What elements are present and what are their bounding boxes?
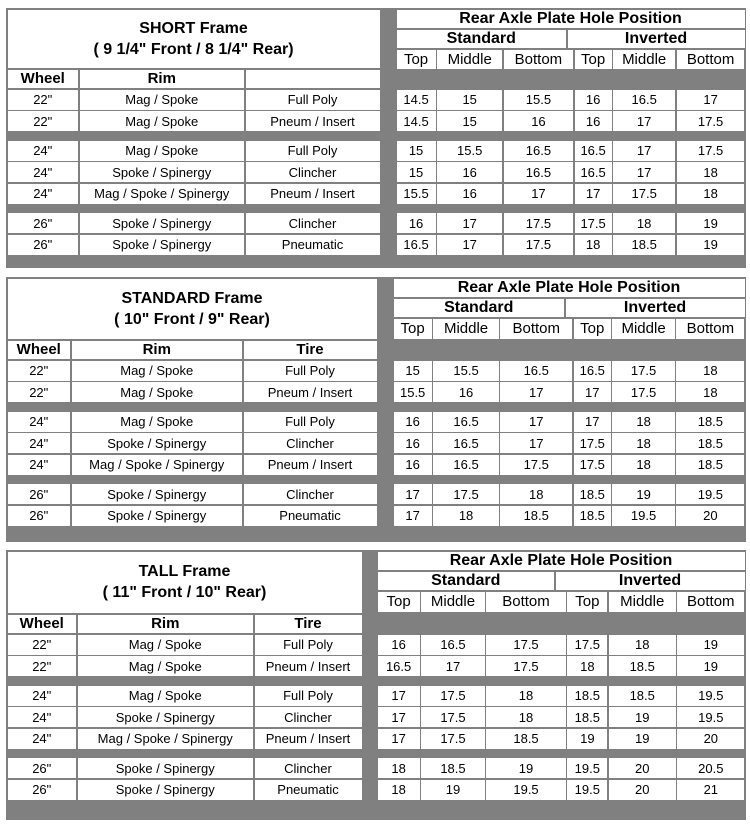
rim-type-cell: Mag / Spoke	[72, 412, 243, 432]
axle-position-section	[376, 550, 746, 820]
axle-value-cell: 17.5	[575, 213, 612, 233]
axle-value-cell: 17	[394, 484, 432, 504]
column-header-tire: Tire	[244, 341, 377, 360]
tire-type-cell: Pneumatic	[246, 235, 380, 255]
frame-spec-section	[6, 8, 381, 268]
axle-value-cell: 18.5	[574, 506, 611, 526]
axle-value-cell: 16	[575, 111, 612, 131]
rim-type-cell: Spoke / Spinergy	[80, 213, 245, 233]
axle-value-cell: 17.5	[500, 455, 572, 475]
axle-value-cell: 16	[433, 382, 499, 402]
position-header-middle: Middle	[437, 50, 502, 70]
axle-value-cell: 19	[421, 780, 485, 800]
axle-value-cell: 16.5	[575, 141, 612, 161]
rim-type-cell: Mag / Spoke	[78, 656, 254, 676]
axle-value-cell: 17.5	[433, 484, 499, 504]
wheel-size-cell: 22"	[8, 90, 79, 110]
axle-value-cell: 18.5	[613, 235, 675, 255]
rim-type-cell: Mag / Spoke	[80, 90, 245, 110]
axle-value-cell: 15.5	[437, 141, 502, 161]
standard-header: Standard	[394, 299, 565, 318]
wheel-size-cell: 26"	[8, 758, 77, 778]
axle-value-cell: 17	[504, 184, 573, 204]
rim-type-cell: Mag / Spoke	[80, 141, 245, 161]
frame-title-dimensions: ( 10" Front / 9" Rear)	[114, 310, 270, 328]
axle-value-cell: 16	[397, 213, 436, 233]
column-header-wheel: Wheel	[8, 615, 77, 634]
frame-title	[8, 552, 362, 614]
axle-value-cell: 18	[612, 412, 674, 432]
frame-title	[8, 10, 380, 69]
tire-type-cell: Pneumatic	[255, 780, 362, 800]
axle-value-cell: 17.5	[504, 235, 573, 255]
position-header-middle: Middle	[609, 592, 676, 613]
axle-value-cell: 19.5	[567, 758, 607, 778]
axle-value-cell: 19.5	[677, 707, 744, 727]
axle-value-cell: 19	[677, 235, 745, 255]
tire-type-cell: Pneum / Insert	[244, 455, 377, 475]
axle-value-cell: 15	[397, 162, 436, 182]
axle-value-cell: 18.5	[500, 506, 572, 526]
axle-value-cell: 19.5	[567, 780, 607, 800]
axle-value-cell: 19	[567, 729, 607, 749]
wheel-size-cell: 26"	[8, 506, 71, 526]
axle-value-cell: 14.5	[397, 90, 436, 110]
axle-value-cell: 18	[612, 455, 674, 475]
rim-type-cell: Spoke / Spinergy	[78, 707, 254, 727]
position-header-middle: Middle	[613, 50, 675, 70]
axle-value-cell: 17	[613, 111, 675, 131]
axle-value-cell: 18.5	[609, 656, 676, 676]
axle-value-cell: 17	[378, 707, 420, 727]
frame-spec-section	[6, 550, 363, 820]
column-header-tire: Tire	[255, 615, 362, 634]
frame-title-dimensions: ( 11" Front / 10" Rear)	[102, 584, 267, 602]
axle-value-cell: 18	[567, 656, 607, 676]
rim-type-cell: Spoke / Spinergy	[72, 484, 243, 504]
axle-value-cell: 18	[613, 213, 675, 233]
tire-type-cell: Pneumatic	[244, 506, 377, 526]
tire-type-cell: Full Poly	[244, 361, 377, 381]
wheel-size-cell: 22"	[8, 656, 77, 676]
rim-type-cell: Mag / Spoke	[80, 111, 245, 131]
position-header-bottom: Bottom	[486, 592, 566, 613]
tire-type-cell: Full Poly	[244, 412, 377, 432]
position-header-top: Top	[575, 50, 612, 70]
axle-value-cell: 15.5	[433, 361, 499, 381]
position-header-middle: Middle	[433, 319, 499, 340]
axle-value-cell: 15.5	[504, 90, 573, 110]
tire-type-cell: Full Poly	[255, 686, 362, 706]
axle-value-cell: 19.5	[612, 506, 674, 526]
axle-value-cell: 19	[677, 656, 744, 676]
axle-value-cell: 16.5	[504, 162, 573, 182]
axle-value-cell: 19	[486, 758, 566, 778]
column-header-wheel: Wheel	[8, 70, 79, 89]
axle-value-cell: 16.5	[500, 361, 572, 381]
axle-value-cell: 19	[609, 707, 676, 727]
axle-value-cell: 18	[500, 484, 572, 504]
axle-value-cell: 16	[394, 455, 432, 475]
wheel-size-cell: 22"	[8, 635, 77, 655]
wheel-size-cell: 22"	[8, 111, 79, 131]
tire-type-cell: Clincher	[255, 707, 362, 727]
axle-value-cell: 17	[421, 656, 485, 676]
axle-value-cell: 16	[394, 412, 432, 432]
axle-value-cell: 17.5	[567, 635, 607, 655]
wheel-size-cell: 22"	[8, 382, 71, 402]
axle-value-cell: 18	[676, 361, 744, 381]
axle-value-cell: 18.5	[574, 484, 611, 504]
axle-value-cell: 20	[609, 780, 676, 800]
standard-header: Standard	[397, 30, 567, 49]
rim-type-cell: Mag / Spoke / Spinergy	[78, 729, 254, 749]
axle-value-cell: 20	[676, 506, 744, 526]
axle-value-cell: 18	[676, 382, 744, 402]
frame-title-dimensions: ( 9 1/4" Front / 8 1/4" Rear)	[93, 40, 294, 58]
frame-table-0	[6, 8, 746, 268]
position-header-top: Top	[574, 319, 611, 340]
wheel-size-cell: 24"	[8, 455, 71, 475]
inverted-header: Inverted	[566, 299, 745, 318]
axle-value-cell: 18.5	[421, 758, 485, 778]
axle-value-cell: 16.5	[433, 412, 499, 432]
axle-value-cell: 19	[612, 484, 674, 504]
tire-type-cell: Full Poly	[246, 90, 380, 110]
axle-value-cell: 18	[677, 162, 745, 182]
wheel-size-cell: 24"	[8, 184, 79, 204]
axle-position-section	[392, 277, 746, 542]
wheel-size-cell: 24"	[8, 412, 71, 432]
axle-value-cell: 17.5	[613, 184, 675, 204]
column-header-rim: Rim	[80, 70, 245, 89]
tire-type-cell: Clincher	[255, 758, 362, 778]
frame-spec-section	[6, 277, 378, 542]
rim-type-cell: Spoke / Spinergy	[80, 162, 245, 182]
tire-type-cell: Full Poly	[255, 635, 362, 655]
position-header-middle: Middle	[612, 319, 674, 340]
position-header-top: Top	[378, 592, 420, 613]
rim-type-cell: Mag / Spoke	[78, 686, 254, 706]
axle-value-cell: 19.5	[676, 484, 744, 504]
axle-value-cell: 18	[677, 184, 745, 204]
axle-value-cell: 18.5	[567, 686, 607, 706]
axle-value-cell: 17	[500, 412, 572, 432]
axle-value-cell: 18	[486, 686, 566, 706]
tire-type-cell: Clincher	[244, 433, 377, 453]
position-header-bottom: Bottom	[676, 319, 744, 340]
axle-value-cell: 17.5	[486, 635, 566, 655]
axle-value-cell: 15.5	[397, 184, 436, 204]
axle-value-cell: 18	[486, 707, 566, 727]
rear-axle-header: Rear Axle Plate Hole Position	[397, 10, 745, 29]
axle-value-cell: 18	[433, 506, 499, 526]
axle-value-cell: 20	[609, 758, 676, 778]
tire-type-cell: Pneum / Insert	[246, 111, 380, 131]
axle-value-cell: 20.5	[677, 758, 744, 778]
rim-type-cell: Mag / Spoke / Spinergy	[72, 455, 243, 475]
axle-value-cell: 17	[613, 141, 675, 161]
frame-title	[8, 279, 377, 340]
column-header-rim: Rim	[78, 615, 254, 634]
position-header-bottom: Bottom	[677, 592, 744, 613]
rear-axle-header: Rear Axle Plate Hole Position	[378, 552, 745, 571]
wheel-size-cell: 24"	[8, 729, 77, 749]
rim-type-cell: Mag / Spoke / Spinergy	[80, 184, 245, 204]
wheel-size-cell: 26"	[8, 484, 71, 504]
axle-value-cell: 19	[677, 635, 744, 655]
axle-value-cell: 17	[378, 686, 420, 706]
axle-value-cell: 16.5	[574, 361, 611, 381]
axle-value-cell: 17	[677, 90, 745, 110]
frame-table-2	[6, 550, 746, 820]
axle-value-cell: 15.5	[394, 382, 432, 402]
rim-type-cell: Mag / Spoke	[78, 635, 254, 655]
axle-value-cell: 17.5	[612, 382, 674, 402]
axle-value-cell: 15	[437, 90, 502, 110]
wheel-size-cell: 26"	[8, 780, 77, 800]
axle-value-cell: 17.5	[677, 111, 745, 131]
inverted-header: Inverted	[568, 30, 745, 49]
axle-value-cell: 16	[437, 162, 502, 182]
axle-value-cell: 17	[437, 213, 502, 233]
axle-value-cell: 16.5	[433, 455, 499, 475]
axle-value-cell: 17.5	[504, 213, 573, 233]
axle-value-cell: 15	[394, 361, 432, 381]
axle-value-cell: 18.5	[486, 729, 566, 749]
axle-value-cell: 18	[378, 758, 420, 778]
wheel-size-cell: 26"	[8, 213, 79, 233]
axle-value-cell: 18	[378, 780, 420, 800]
tire-type-cell: Clincher	[244, 484, 377, 504]
tire-type-cell: Clincher	[246, 213, 380, 233]
axle-value-cell: 20	[677, 729, 744, 749]
position-header-middle: Middle	[421, 592, 485, 613]
axle-value-cell: 16.5	[397, 235, 436, 255]
wheel-size-cell: 24"	[8, 433, 71, 453]
axle-value-cell: 15	[437, 111, 502, 131]
axle-value-cell: 17.5	[421, 686, 485, 706]
axle-value-cell: 17	[575, 184, 612, 204]
tire-type-cell: Full Poly	[246, 141, 380, 161]
wheel-size-cell: 22"	[8, 361, 71, 381]
position-header-bottom: Bottom	[500, 319, 572, 340]
axle-value-cell: 18.5	[676, 412, 744, 432]
axle-value-cell: 17.5	[677, 141, 745, 161]
axle-value-cell: 18.5	[676, 455, 744, 475]
axle-value-cell: 19.5	[486, 780, 566, 800]
axle-value-cell: 17	[500, 433, 572, 453]
axle-value-cell: 17.5	[574, 455, 611, 475]
tire-type-cell: Pneum / Insert	[246, 184, 380, 204]
wheel-size-cell: 24"	[8, 707, 77, 727]
axle-value-cell: 16	[437, 184, 502, 204]
position-header-top: Top	[567, 592, 607, 613]
axle-value-cell: 18	[575, 235, 612, 255]
axle-value-cell: 16.5	[613, 90, 675, 110]
column-header-tire	[246, 70, 380, 89]
position-header-bottom: Bottom	[504, 50, 573, 70]
frame-table-1	[6, 277, 746, 542]
axle-value-cell: 19	[677, 213, 745, 233]
inverted-header: Inverted	[556, 572, 745, 591]
axle-value-cell: 18.5	[609, 686, 676, 706]
axle-value-cell: 17.5	[421, 729, 485, 749]
rim-type-cell: Spoke / Spinergy	[72, 506, 243, 526]
rim-type-cell: Spoke / Spinergy	[78, 758, 254, 778]
axle-value-cell: 16.5	[504, 141, 573, 161]
axle-value-cell: 15	[397, 141, 436, 161]
frame-title-name: SHORT Frame	[139, 19, 248, 37]
axle-position-section	[395, 8, 746, 268]
standard-header: Standard	[378, 572, 555, 591]
axle-value-cell: 17	[613, 162, 675, 182]
wheel-size-cell: 24"	[8, 141, 79, 161]
axle-value-cell: 16	[575, 90, 612, 110]
axle-value-cell: 19	[609, 729, 676, 749]
axle-value-cell: 17.5	[421, 707, 485, 727]
tire-type-cell: Pneum / Insert	[255, 656, 362, 676]
axle-value-cell: 16.5	[378, 656, 420, 676]
axle-value-cell: 18	[612, 433, 674, 453]
axle-value-cell: 17	[574, 412, 611, 432]
frame-title-name: STANDARD Frame	[121, 289, 263, 307]
axle-value-cell: 18.5	[676, 433, 744, 453]
rim-type-cell: Spoke / Spinergy	[72, 433, 243, 453]
axle-value-cell: 16	[504, 111, 573, 131]
rim-type-cell: Mag / Spoke	[72, 361, 243, 381]
axle-value-cell: 18	[609, 635, 676, 655]
tire-type-cell: Pneum / Insert	[244, 382, 377, 402]
axle-value-cell: 16.5	[421, 635, 485, 655]
rear-axle-header: Rear Axle Plate Hole Position	[394, 279, 745, 298]
rim-type-cell: Mag / Spoke	[72, 382, 243, 402]
column-header-rim: Rim	[72, 341, 243, 360]
axle-value-cell: 16.5	[433, 433, 499, 453]
axle-value-cell: 17	[574, 382, 611, 402]
axle-value-cell: 17	[378, 729, 420, 749]
wheel-size-cell: 24"	[8, 162, 79, 182]
axle-value-cell: 17.5	[612, 361, 674, 381]
axle-value-cell: 21	[677, 780, 744, 800]
axle-value-cell: 17	[500, 382, 572, 402]
wheel-size-cell: 26"	[8, 235, 79, 255]
axle-value-cell: 14.5	[397, 111, 436, 131]
rim-type-cell: Spoke / Spinergy	[80, 235, 245, 255]
frame-title-name: TALL Frame	[138, 563, 231, 581]
column-header-wheel: Wheel	[8, 341, 71, 360]
axle-value-cell: 19.5	[677, 686, 744, 706]
axle-value-cell: 17	[437, 235, 502, 255]
axle-value-cell: 16	[378, 635, 420, 655]
rim-type-cell: Spoke / Spinergy	[78, 780, 254, 800]
axle-value-cell: 17	[394, 506, 432, 526]
position-header-top: Top	[397, 50, 436, 70]
tire-type-cell: Clincher	[246, 162, 380, 182]
axle-value-cell: 17.5	[574, 433, 611, 453]
position-header-bottom: Bottom	[677, 50, 745, 70]
axle-value-cell: 16	[394, 433, 432, 453]
tire-type-cell: Pneum / Insert	[255, 729, 362, 749]
axle-value-cell: 18.5	[567, 707, 607, 727]
axle-value-cell: 17.5	[486, 656, 566, 676]
wheel-size-cell: 24"	[8, 686, 77, 706]
position-header-top: Top	[394, 319, 432, 340]
axle-value-cell: 16.5	[575, 162, 612, 182]
